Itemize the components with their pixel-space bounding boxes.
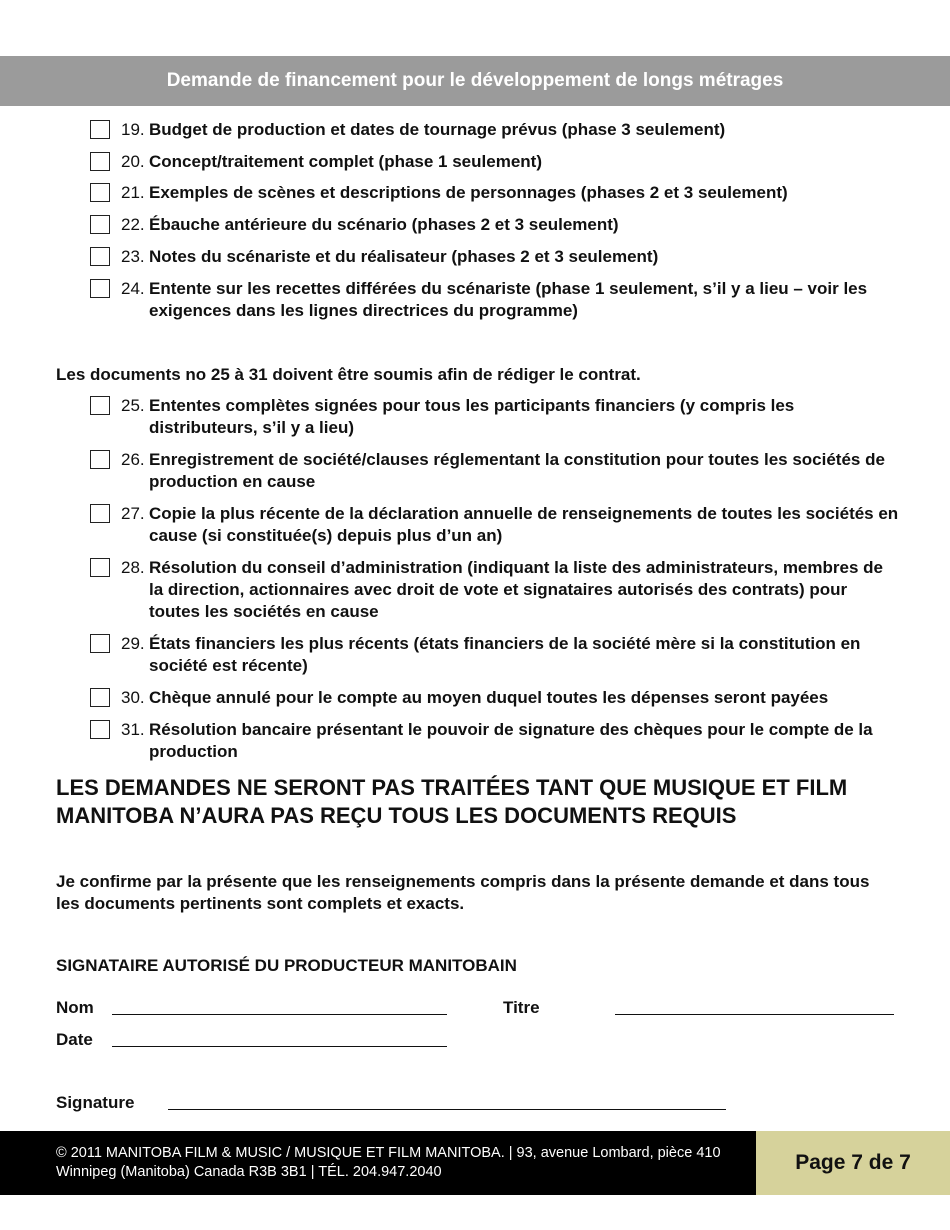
page-number: Page 7 de 7 bbox=[795, 1151, 911, 1174]
checklist-item-21 bbox=[90, 182, 900, 204]
checkbox-20[interactable] bbox=[90, 152, 110, 171]
checkbox-30[interactable] bbox=[90, 688, 110, 707]
item-text: États financiers les plus récents (états financiers de la société mère si la constitution en société est récente) bbox=[149, 634, 861, 675]
signature-label: Signature bbox=[56, 1093, 135, 1112]
checkbox-26[interactable] bbox=[90, 450, 110, 469]
checklist-item-25 bbox=[90, 395, 900, 439]
item-number: 23. bbox=[121, 247, 145, 266]
item-text: Ententes complètes signées pour tous les participants financiers (y compris les distributeurs, s’il y a lieu) bbox=[149, 396, 795, 437]
processing-warning: LES DEMANDES NE SERONT PAS TRAITÉES TANT QUE MUSIQUE ET FILM MANITOBA N’AURA PAS REÇU TOUS LES DOCUMENTS REQUIS bbox=[56, 775, 848, 828]
checklist-item-31 bbox=[90, 719, 900, 763]
checklist-item-28 bbox=[90, 557, 900, 623]
checkbox-24[interactable] bbox=[90, 279, 110, 298]
checkbox-27[interactable] bbox=[90, 504, 110, 523]
checklist-item-30 bbox=[90, 687, 900, 709]
item-text: Chèque annulé pour le compte au moyen duquel toutes les dépenses seront payées bbox=[149, 688, 829, 707]
title-label: Titre bbox=[503, 998, 540, 1017]
name-label: Nom bbox=[56, 998, 94, 1017]
item-text: Ébauche antérieure du scénario (phases 2 et 3 seulement) bbox=[149, 215, 619, 234]
form-title: Demande de financement pour le développement de longs métrages bbox=[166, 70, 784, 91]
footer bbox=[0, 1131, 756, 1195]
checklist-item-23 bbox=[90, 246, 900, 268]
checkbox-28[interactable] bbox=[90, 558, 110, 577]
item-text: Copie la plus récente de la déclaration annuelle de renseignements de toutes les sociétés en cause (si constituée(s) depuis plus d’un an) bbox=[149, 504, 899, 545]
checkbox-29[interactable] bbox=[90, 634, 110, 653]
item-number: 22. bbox=[121, 215, 145, 234]
checkbox-21[interactable] bbox=[90, 183, 110, 202]
item-text: Résolution bancaire présentant le pouvoir de signature des chèques pour le compte de la production bbox=[149, 720, 873, 761]
title-field[interactable] bbox=[615, 1014, 894, 1015]
item-number: 28. bbox=[121, 558, 145, 577]
checklist-item-22 bbox=[90, 214, 900, 236]
item-number: 21. bbox=[121, 183, 145, 202]
date-field[interactable] bbox=[112, 1046, 447, 1047]
footer-copyright: © 2011 MANITOBA FILM & MUSIC / MUSIQUE ET FILM MANITOBA. | 93, avenue Lombard, pièce 410 Winnipeg (Manitoba) Canada R3B 3B1 | TÉL. 204.947.2040 bbox=[56, 1145, 721, 1180]
item-number: 20. bbox=[121, 152, 145, 171]
item-number: 26. bbox=[121, 450, 145, 469]
checklist-item-20 bbox=[90, 151, 900, 173]
item-text: Entente sur les recettes différées du scénariste (phase 1 seulement, s’il y a lieu – voir les exigences dans les lignes directrices du programme) bbox=[149, 279, 868, 320]
item-text: Concept/traitement complet (phase 1 seulement) bbox=[149, 152, 542, 171]
item-text: Résolution du conseil d’administration (indiquant la liste des administrateurs, membres de la direction, actionnaires avec droit de vote et signataires autorisés des contrats) pour toutes les sociétés en cause bbox=[149, 558, 883, 621]
item-number: 24. bbox=[121, 279, 145, 298]
date-label: Date bbox=[56, 1030, 93, 1049]
item-text: Exemples de scènes et descriptions de personnages (phases 2 et 3 seulement) bbox=[149, 183, 788, 202]
checkbox-31[interactable] bbox=[90, 720, 110, 739]
item-number: 30. bbox=[121, 688, 145, 707]
checklist-item-29 bbox=[90, 633, 900, 677]
checklist-item-26 bbox=[90, 449, 900, 493]
section-intro: Les documents no 25 à 31 doivent être soumis afin de rédiger le contrat. bbox=[56, 365, 641, 384]
item-number: 31. bbox=[121, 720, 145, 739]
item-number: 27. bbox=[121, 504, 145, 523]
confirmation-statement: Je confirme par la présente que les renseignements compris dans la présente demande et dans tous les documents pertinents sont complets et exacts. bbox=[56, 872, 870, 913]
signatory-heading: SIGNATAIRE AUTORISÉ DU PRODUCTEUR MANITOBAIN bbox=[56, 956, 517, 975]
checklist-item-24 bbox=[90, 278, 900, 322]
checkbox-19[interactable] bbox=[90, 120, 110, 139]
checkbox-23[interactable] bbox=[90, 247, 110, 266]
signature-field[interactable] bbox=[168, 1109, 726, 1110]
form-header bbox=[0, 56, 950, 106]
item-text: Enregistrement de société/clauses réglementant la constitution pour toutes les sociétés de production en cause bbox=[149, 450, 885, 491]
name-field[interactable] bbox=[112, 1014, 447, 1015]
item-text: Budget de production et dates de tournage prévus (phase 3 seulement) bbox=[149, 120, 726, 139]
item-number: 19. bbox=[121, 120, 145, 139]
checkbox-25[interactable] bbox=[90, 396, 110, 415]
item-text: Notes du scénariste et du réalisateur (phases 2 et 3 seulement) bbox=[149, 247, 659, 266]
item-number: 29. bbox=[121, 634, 145, 653]
page-number-box bbox=[756, 1131, 950, 1195]
checklist-item-27 bbox=[90, 503, 900, 547]
item-number: 25. bbox=[121, 396, 145, 415]
checkbox-22[interactable] bbox=[90, 215, 110, 234]
checklist-item-19 bbox=[90, 119, 900, 141]
